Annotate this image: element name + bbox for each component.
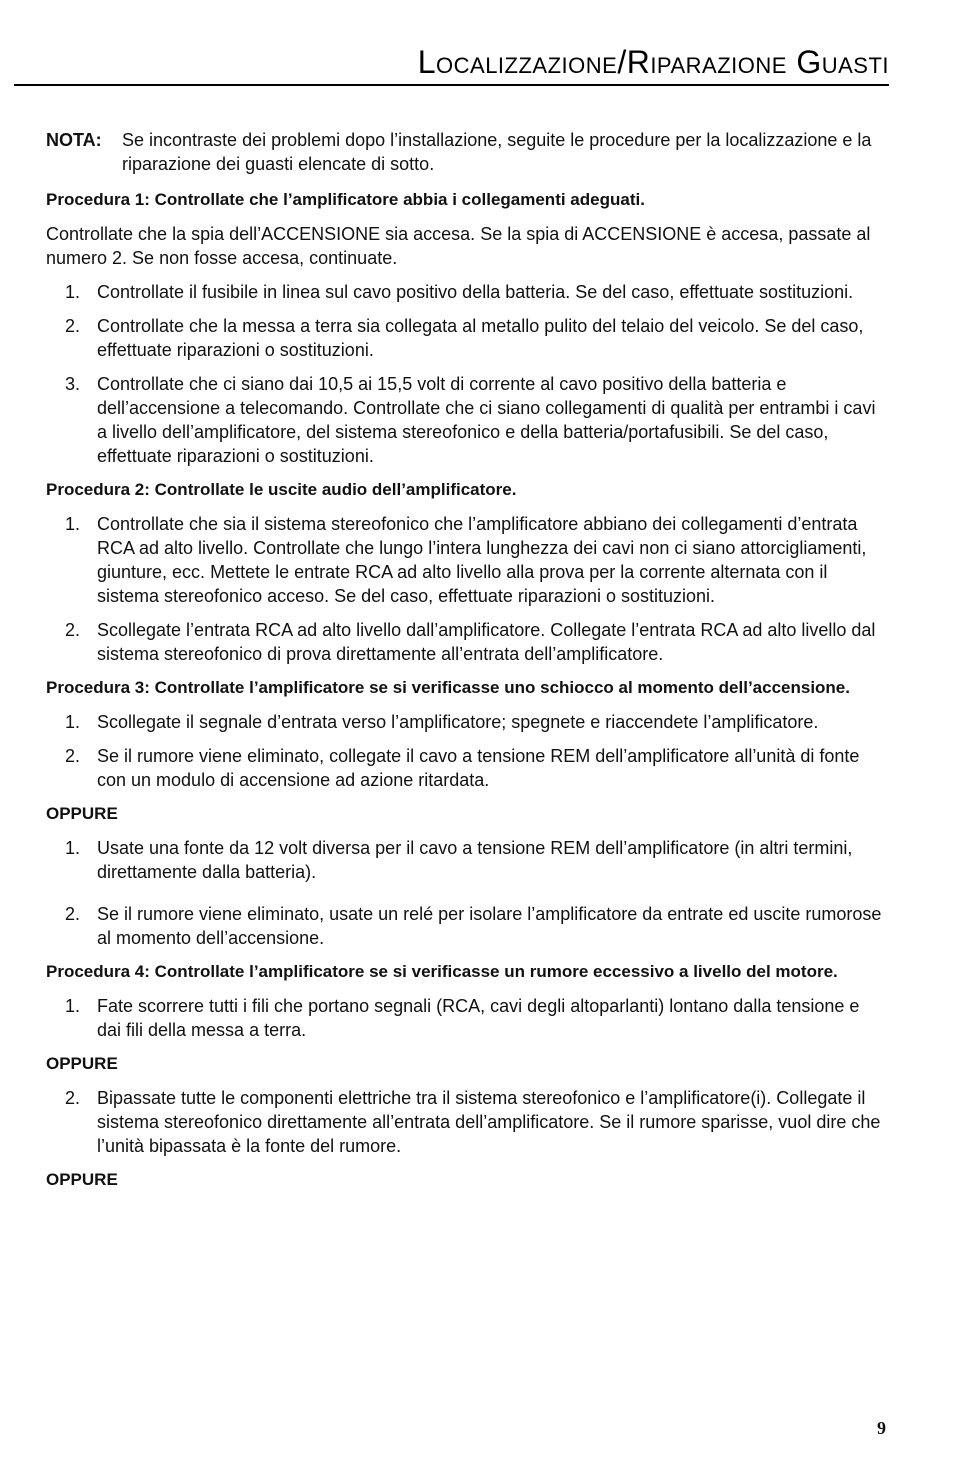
procedure-2-list <box>46 512 888 666</box>
item-number: 1. <box>65 996 81 1016</box>
list-item <box>46 994 888 1042</box>
list-item <box>46 280 888 304</box>
item-number: 3. <box>65 374 81 394</box>
item-text: Controllate che la messa a terra sia collegata al metallo pulito del telaio del veicolo. Se del caso, effettuate riparazioni o sostituzioni. <box>97 316 864 360</box>
list-item <box>46 618 888 666</box>
procedure-1-heading: Procedura 1: Controllate che l’amplificatore abbia i collegamenti adeguati. <box>46 190 645 209</box>
procedure-2-heading: Procedura 2: Controllate le uscite audio dell’amplificatore. <box>46 480 517 499</box>
item-text: Controllate il fusibile in linea sul cavo positivo della batteria. Se del caso, effettuate sostituzioni. <box>97 282 854 302</box>
procedure-3-heading: Procedura 3: Controllate l’amplificatore se si verificasse uno schiocco al momento dell’accensione. <box>46 678 850 697</box>
item-number: 2. <box>65 620 81 640</box>
oppure-label-end: OPPURE <box>46 1170 118 1189</box>
oppure-label: OPPURE <box>46 1054 118 1073</box>
item-number: 1. <box>65 838 81 858</box>
procedure-4-list <box>46 994 888 1042</box>
item-number: 1. <box>65 712 81 732</box>
item-text: Scollegate il segnale d’entrata verso l’amplificatore; spegnete e riaccendete l’amplificatore. <box>97 712 819 732</box>
procedure-4-alt-list <box>46 1086 888 1158</box>
procedure-3-list <box>46 710 888 792</box>
list-item <box>46 744 888 792</box>
list-item <box>46 710 888 734</box>
item-text: Se il rumore viene eliminato, collegate il cavo a tensione REM dell’amplificatore all’unità di fonte con un modulo di accensione ad azione ritardata. <box>97 746 860 790</box>
item-text: Fate scorrere tutti i fili che portano segnali (RCA, cavi degli altoparlanti) lontano dalla tensione e dai fili della messa a terra. <box>97 996 860 1040</box>
item-number: 2. <box>65 746 81 766</box>
item-number: 2. <box>65 904 81 924</box>
item-text: Scollegate l’entrata RCA ad alto livello dall’amplificatore. Collegate l’entrata RCA ad alto livello dal sistema stereofonico di prova direttamente all’entrata dell’amplificatore. <box>97 620 876 664</box>
page-content <box>46 128 888 1202</box>
page-number: 9 <box>877 1418 886 1438</box>
procedure-1-list <box>46 280 888 468</box>
procedure-4-heading: Procedura 4: Controllate l’amplificatore se si verificasse un rumore eccessivo a livello del motore. <box>46 962 838 981</box>
item-number: 2. <box>65 1088 81 1108</box>
page-title: Localizzazione/Riparazione Guasti <box>14 42 889 86</box>
list-item <box>46 902 888 950</box>
item-text: Se il rumore viene eliminato, usate un relé per isolare l’amplificatore da entrate ed uscite rumorose al momento dell’accensione. <box>97 904 882 948</box>
item-text: Usate una fonte da 12 volt diversa per il cavo a tensione REM dell’amplificatore (in altri termini, direttamente dalla batteria). <box>97 838 853 882</box>
item-number: 1. <box>65 514 81 534</box>
oppure-label: OPPURE <box>46 804 118 823</box>
procedure-1-intro: Controllate che la spia dell’ACCENSIONE sia accesa. Se la spia di ACCENSIONE è accesa, passate al numero 2. Se non fosse accesa, continuate. <box>46 224 871 268</box>
item-text: Bipassate tutte le componenti elettriche tra il sistema stereofonico e l’amplificatore(i). Collegate il sistema stereofonico direttamente all’entrata dell’amplificatore. Se il rumore sparisse, vuol dire che l’unità bipassata è la fonte del rumore. <box>97 1088 881 1156</box>
list-item <box>46 314 888 362</box>
list-item <box>46 372 888 468</box>
note-text: Se incontraste dei problemi dopo l’installazione, seguite le procedure per la localizzazione e la riparazione dei guasti elencate di sotto. <box>122 130 872 174</box>
procedure-3-alt-list <box>46 836 888 950</box>
note <box>46 128 888 176</box>
list-item <box>46 836 888 884</box>
item-text: Controllate che ci siano dai 10,5 ai 15,5 volt di corrente al cavo positivo della batteria e dell’accensione a telecomando. Controllate che ci siano collegamenti di qualità per entrambi i cavi a livello dell’amplificatore, del sistema stereofonico e della batteria/portafusibili. Se del caso, effettuate riparazioni o sostituzioni. <box>97 374 876 466</box>
list-item <box>46 1086 888 1158</box>
item-number: 1. <box>65 282 81 302</box>
item-number: 2. <box>65 316 81 336</box>
item-text: Controllate che sia il sistema stereofonico che l’amplificatore abbiano dei collegamenti d’entrata RCA ad alto livello. Controllate che lungo l’intera lunghezza dei cavi non ci siano attorcigliamenti, giunture, ecc. Mettete le entrate RCA ad alto livello alla prova per la corrente alternata con il sistema stereofonico acceso. Se del caso, effettuate riparazioni o sostituzioni. <box>97 514 867 606</box>
note-label: NOTA: <box>46 130 102 150</box>
list-item <box>46 512 888 608</box>
